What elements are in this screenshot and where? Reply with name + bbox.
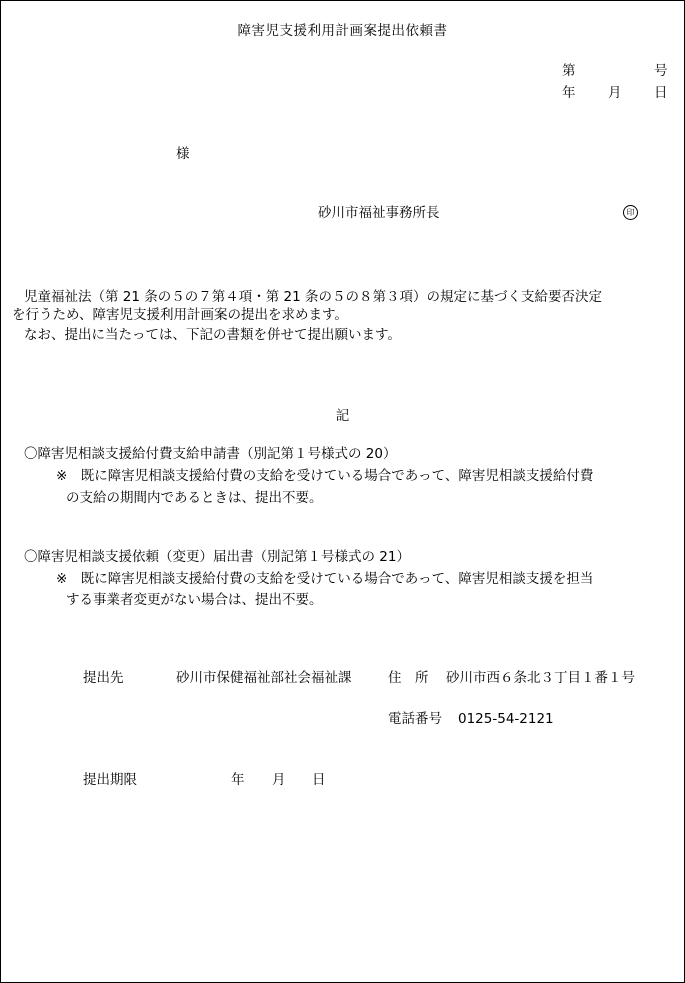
item-2-heading: 〇障害児相談支援依頼（変更）届出書（別記第１号様式の 21） bbox=[24, 549, 410, 565]
destination-office: 砂川市保健福祉部社会福祉課 bbox=[176, 670, 352, 686]
item-1-note-line-2: の支給の期間内であるときは、提出不要。 bbox=[66, 490, 323, 506]
deadline-year: 年 bbox=[231, 772, 245, 788]
destination-label: 提出先 bbox=[83, 670, 124, 686]
date-month: 月 bbox=[608, 85, 622, 101]
item-1-note-line-1: ※ 既に障害児相談支援給付費の支給を受けている場合であって、障害児相談支援給付費 bbox=[56, 468, 594, 484]
number-suffix: 号 bbox=[654, 63, 668, 79]
deadline-month: 月 bbox=[272, 772, 286, 788]
item-2-note-line-1: ※ 既に障害児相談支援給付費の支給を受けている場合であって、障害児相談支援を担当 bbox=[56, 571, 594, 587]
body-line-1: 児童福祉法（第 21 条の５の７第４項・第 21 条の５の８第３項）の規定に基づく支給要否決定 bbox=[24, 289, 603, 305]
item-1-heading: 〇障害児相談支援給付費支給申請書（別記第１号様式の 20） bbox=[24, 446, 397, 462]
deadline-day: 日 bbox=[312, 772, 326, 788]
body-line-3: なお、提出に当たっては、下記の書類を併せて提出願います。 bbox=[24, 327, 401, 343]
phone-number: 0125-54-2121 bbox=[458, 711, 554, 727]
phone-label: 電話番号 bbox=[388, 711, 442, 727]
body-line-2: を行うため、障害児支援利用計画案の提出を求めます。 bbox=[12, 307, 348, 323]
deadline-label: 提出期限 bbox=[83, 772, 137, 788]
date-day: 日 bbox=[654, 85, 668, 101]
item-2-note-line-2: する事業者変更がない場合は、提出不要。 bbox=[66, 592, 323, 608]
ki-heading: 記 bbox=[335, 408, 350, 424]
date-year: 年 bbox=[562, 85, 576, 101]
address-value: 砂川市西６条北３丁目１番１号 bbox=[446, 670, 635, 686]
seal-mark: 印 bbox=[623, 205, 638, 220]
addressee-suffix: 様 bbox=[176, 146, 190, 162]
number-prefix: 第 bbox=[562, 63, 576, 79]
address-label: 住 所 bbox=[388, 670, 429, 686]
document-title: 障害児支援利用計画案提出依頼書 bbox=[237, 23, 448, 39]
sender-name: 砂川市福祉事務所長 bbox=[318, 205, 440, 221]
